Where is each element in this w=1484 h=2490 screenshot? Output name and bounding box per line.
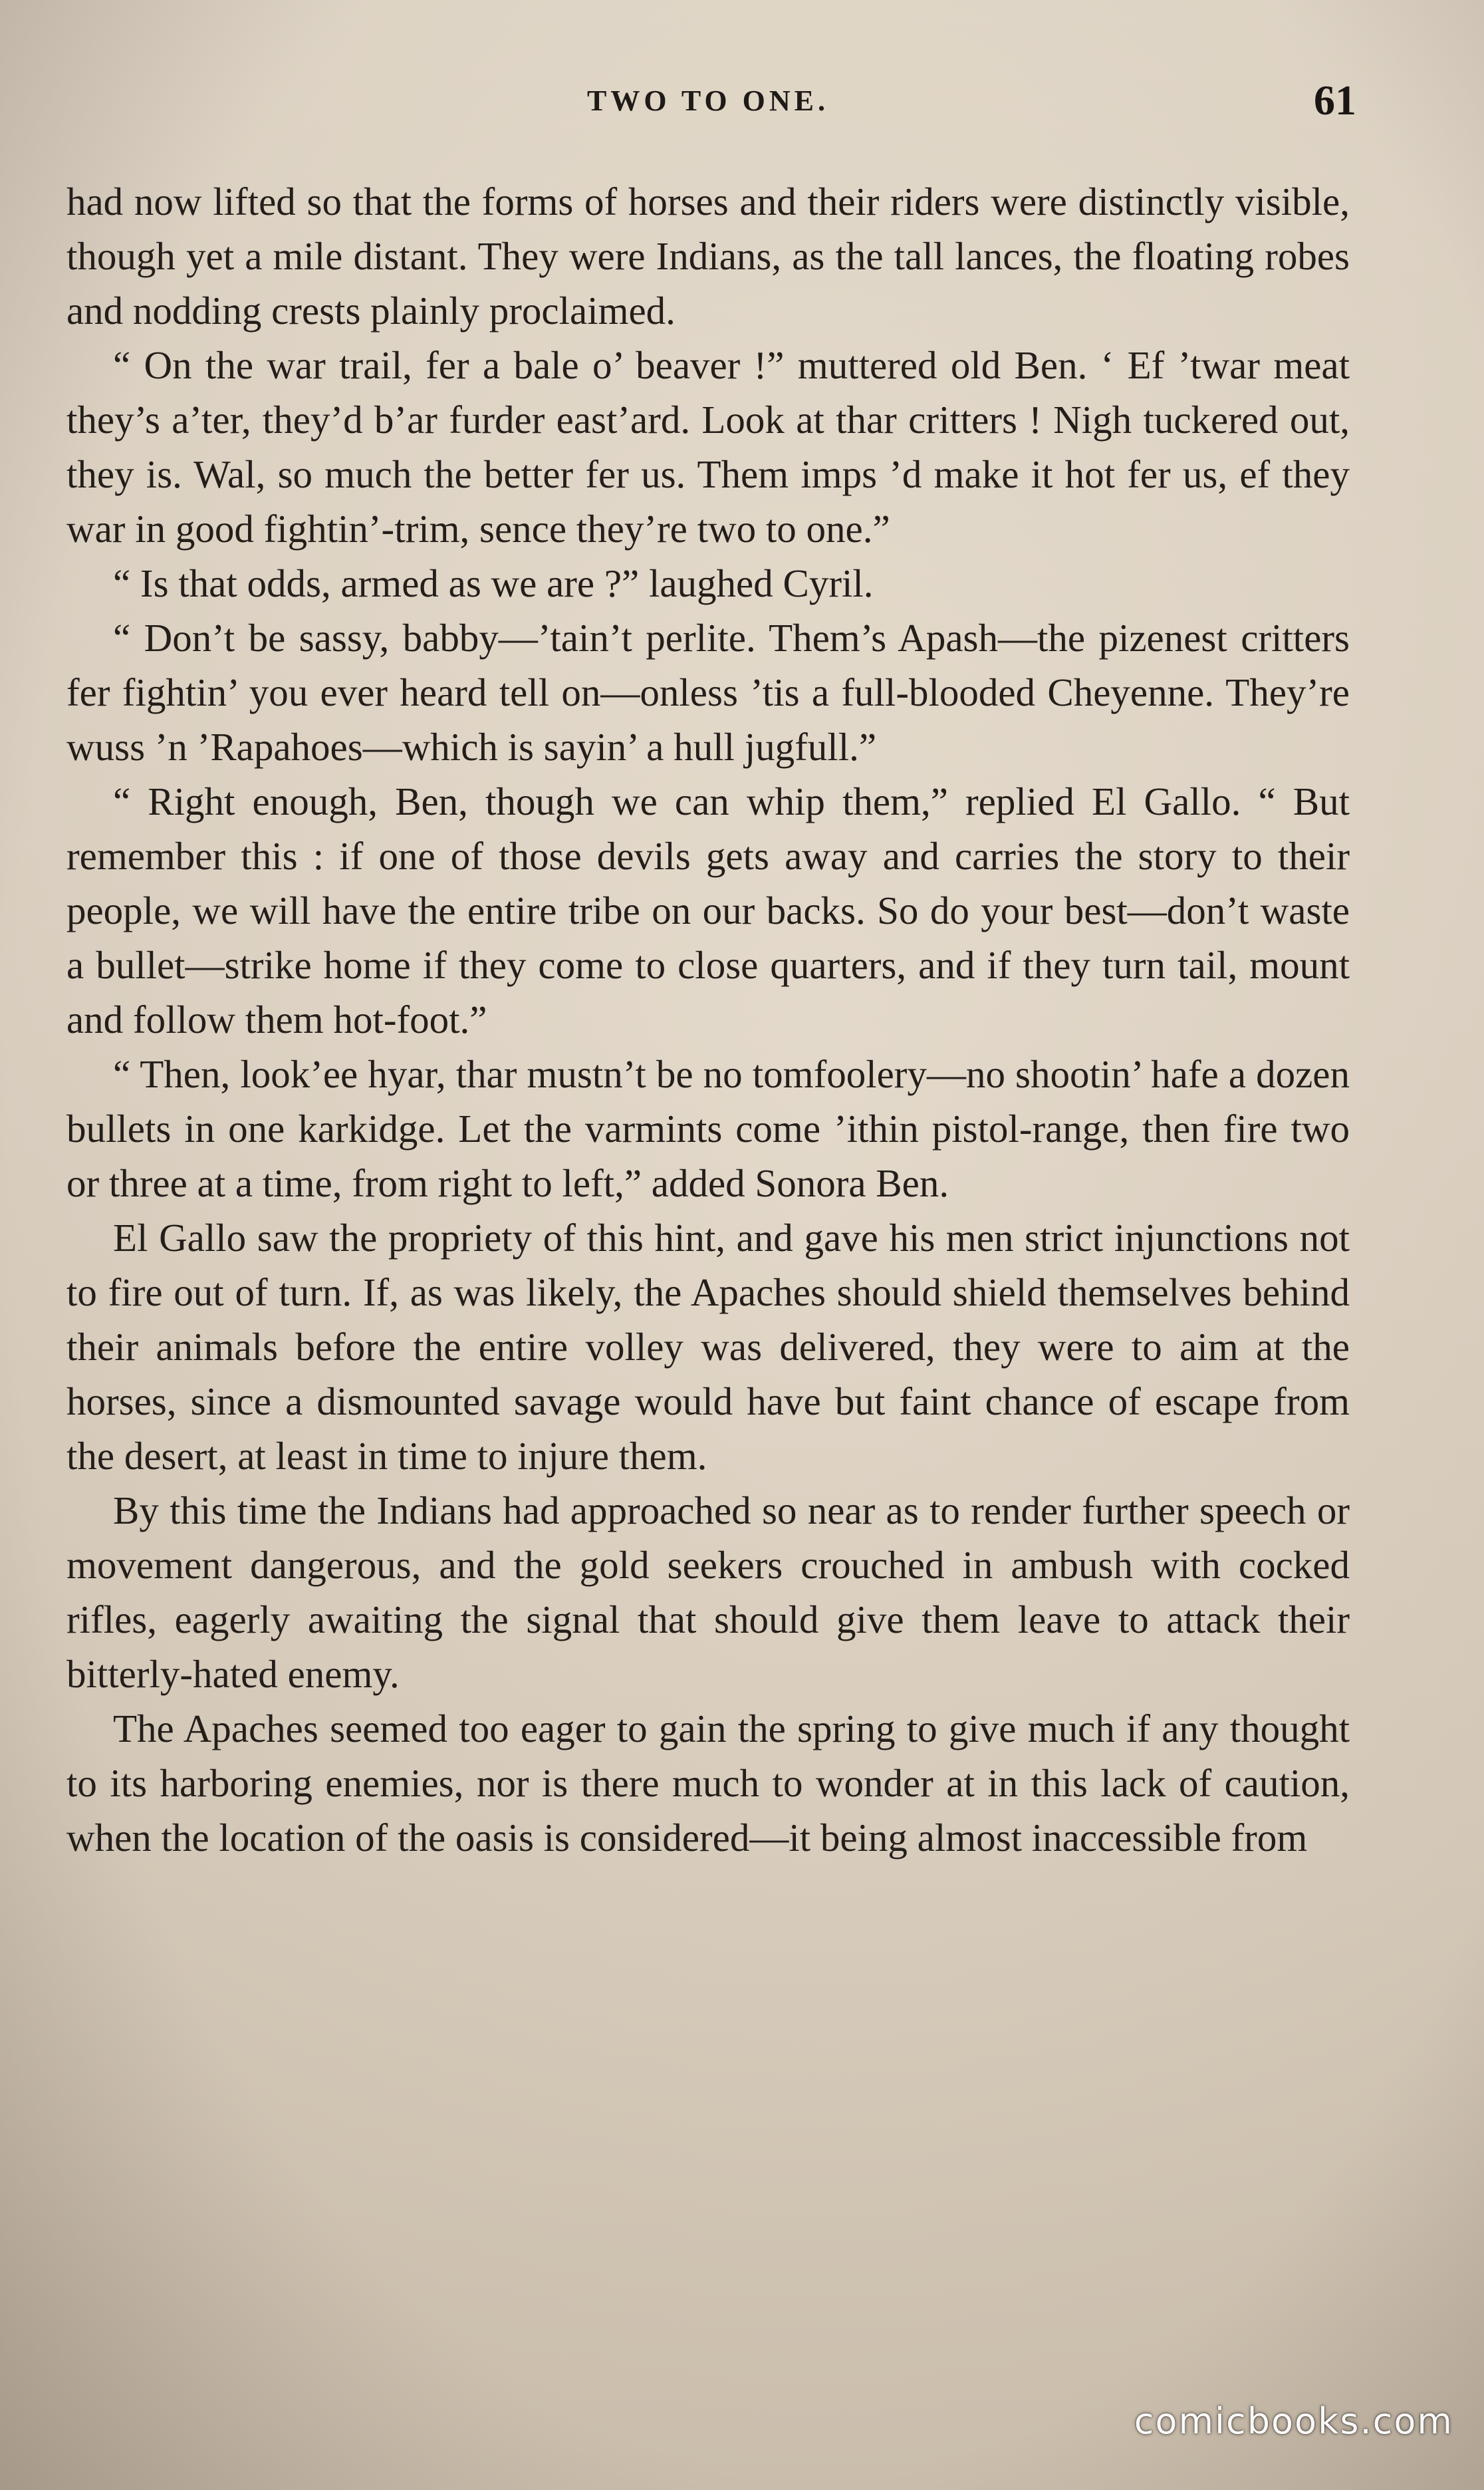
- paragraph: had now lifted so that the forms of horses and their riders were distinctly visible, though yet a mile distant. They were Indians, as the tall lances, the floating robes and nodding crests plainly proclaimed.: [66, 180, 1350, 333]
- paragraph: “ Is that odds, armed as we are ?” laughed Cyril.: [113, 561, 874, 605]
- paragraph: “ Right enough, Ben, though we can whip them,” replied El Gallo. “ But remember this : if one of those devils gets away and carries the story to their people, we will have the entire tribe on our backs. So do your best—don’t waste a bullet—strike home if they come to close quarters, and if they turn tail, mount and follow them hot-foot.”: [66, 779, 1350, 1041]
- paragraph: “ Then, look’ee hyar, thar mustn’t be no tomfoolery—no shootin’ hafe a dozen bullets in one karkidge. Let the varmints come ’ithin pistol-range, then fire two or three at a time, from right to left,” added Sonora Ben.: [66, 1052, 1350, 1205]
- page-header: [66, 76, 1356, 132]
- body-text: [66, 174, 1350, 1865]
- paragraph: “ On the war trail, fer a bale o’ beaver !” muttered old Ben. ‘ Ef ’twar meat they’s a’ter, they’d b’ar furder east’ard. Look at thar critters ! Nigh tuckered out, they is. Wal, so much the better fer us. Them imps ’d make it hot fer us, ef they war in good fightin’-trim, sence they’re two to one.”: [66, 343, 1350, 551]
- paragraph: By this time the Indians had approached so near as to render further speech or movement dangerous, and the gold seekers crouched in ambush with cocked rifles, eagerly awaiting the signal that should give them leave to attack their bitterly-hated enemy.: [66, 1488, 1350, 1696]
- paragraph: El Gallo saw the propriety of this hint, and gave his men strict injunctions not to fire out of turn. If, as was likely, the Apaches should shield themselves behind their animals before the entire volley was delivered, they were to aim at the horses, since a dismounted savage would have but faint chance of escape from the desert, at least in time to injure them.: [66, 1216, 1350, 1478]
- running-title: TWO TO ONE.: [587, 84, 829, 117]
- page-number: 61: [1314, 76, 1356, 124]
- paragraph: “ Don’t be sassy, babby—’tain’t perlite. Them’s Apash—the pizenest critters fer fightin’ you ever heard tell on—onless ’tis a full-blooded Cheyenne. They’re wuss ’n ’Rapahoes—which is sayin’ a hull jugfull.”: [66, 616, 1350, 769]
- site-watermark: comicbooks.com: [1134, 2400, 1453, 2442]
- paragraph: The Apaches seemed too eager to gain the spring to give much if any thought to its harboring enemies, nor is there much to wonder at in this lack of caution, when the location of the oasis is considered—it being almost inaccessible from: [66, 1707, 1350, 1860]
